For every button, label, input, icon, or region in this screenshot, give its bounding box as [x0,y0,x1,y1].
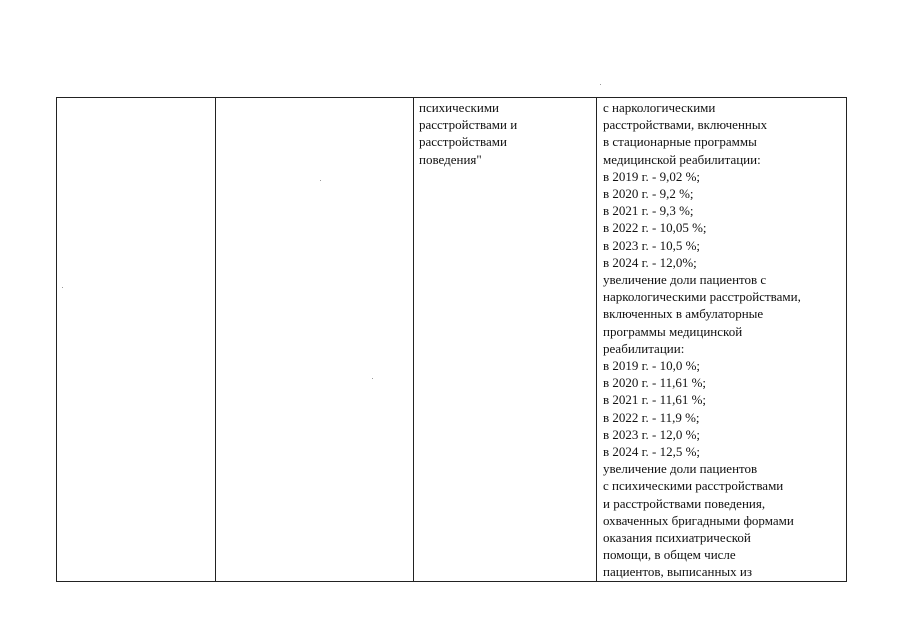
scan-speck [62,287,63,288]
cell-text-line: расстройствами [419,134,507,150]
cell-text-line: увеличение доли пациентов с [603,272,767,288]
cell-text-line: и расстройствами поведения, [603,495,766,511]
cell-text-line: поведения" [419,151,482,167]
scan-speck [372,378,373,379]
cell-text-line: психическими [419,100,499,115]
cell-text-line: программы медицинской [603,323,743,339]
cell-text-line: пациентов, выписанных из [603,564,752,580]
cell-text-line: в 2022 г. - 10,05 %; [603,220,707,236]
cell-text-line: увеличение доли пациентов [603,461,758,477]
cell-text-line: оказания психиатрической [603,530,751,546]
cell-text-line: охваченных бригадными формами [603,512,794,528]
scan-speck [600,84,601,85]
column-divider [215,98,216,581]
cell-text-line: помощи, в общем числе [603,547,736,563]
cell-text-line: в 2021 г. - 11,61 %; [603,392,707,408]
cell-text-line: в 2023 г. - 10,5 %; [603,237,701,253]
cell-text-line: в стационарные программы [603,134,757,150]
cell-text-line: в 2021 г. - 9,3 %; [603,203,694,219]
column-divider [413,98,414,581]
cell-text-line: в 2020 г. - 11,61 %; [603,375,707,391]
cell-text-line: медицинской реабилитации: [603,151,761,167]
document-table [56,97,847,582]
cell-text-line: в 2019 г. - 10,0 %; [603,358,701,374]
table-cell-col3 [419,99,595,168]
cell-text-line: наркологическими расстройствами, [603,289,801,305]
table-cell-col4 [603,99,847,581]
cell-text-line: с психическими расстройствами [603,478,784,494]
cell-text-line: в 2024 г. - 12,0%; [603,254,697,270]
cell-text-line: расстройствами, включенных [603,117,768,133]
cell-text-line: в 2020 г. - 9,2 %; [603,186,694,202]
cell-text-line: в 2023 г. - 12,0 %; [603,426,701,442]
cell-text-line: в 2019 г. - 9,02 %; [603,168,701,184]
scan-speck [320,180,321,181]
cell-text-line: в 2024 г. - 12,5 %; [603,444,701,460]
cell-text-line: включенных в амбулаторные [603,306,764,322]
cell-text-line: в 2022 г. - 11,9 %; [603,409,700,425]
cell-text-line: расстройствами и [419,117,518,133]
column-divider [596,98,597,581]
cell-text-line: с наркологическими [603,100,716,115]
cell-text-line: реабилитации: [603,340,685,356]
